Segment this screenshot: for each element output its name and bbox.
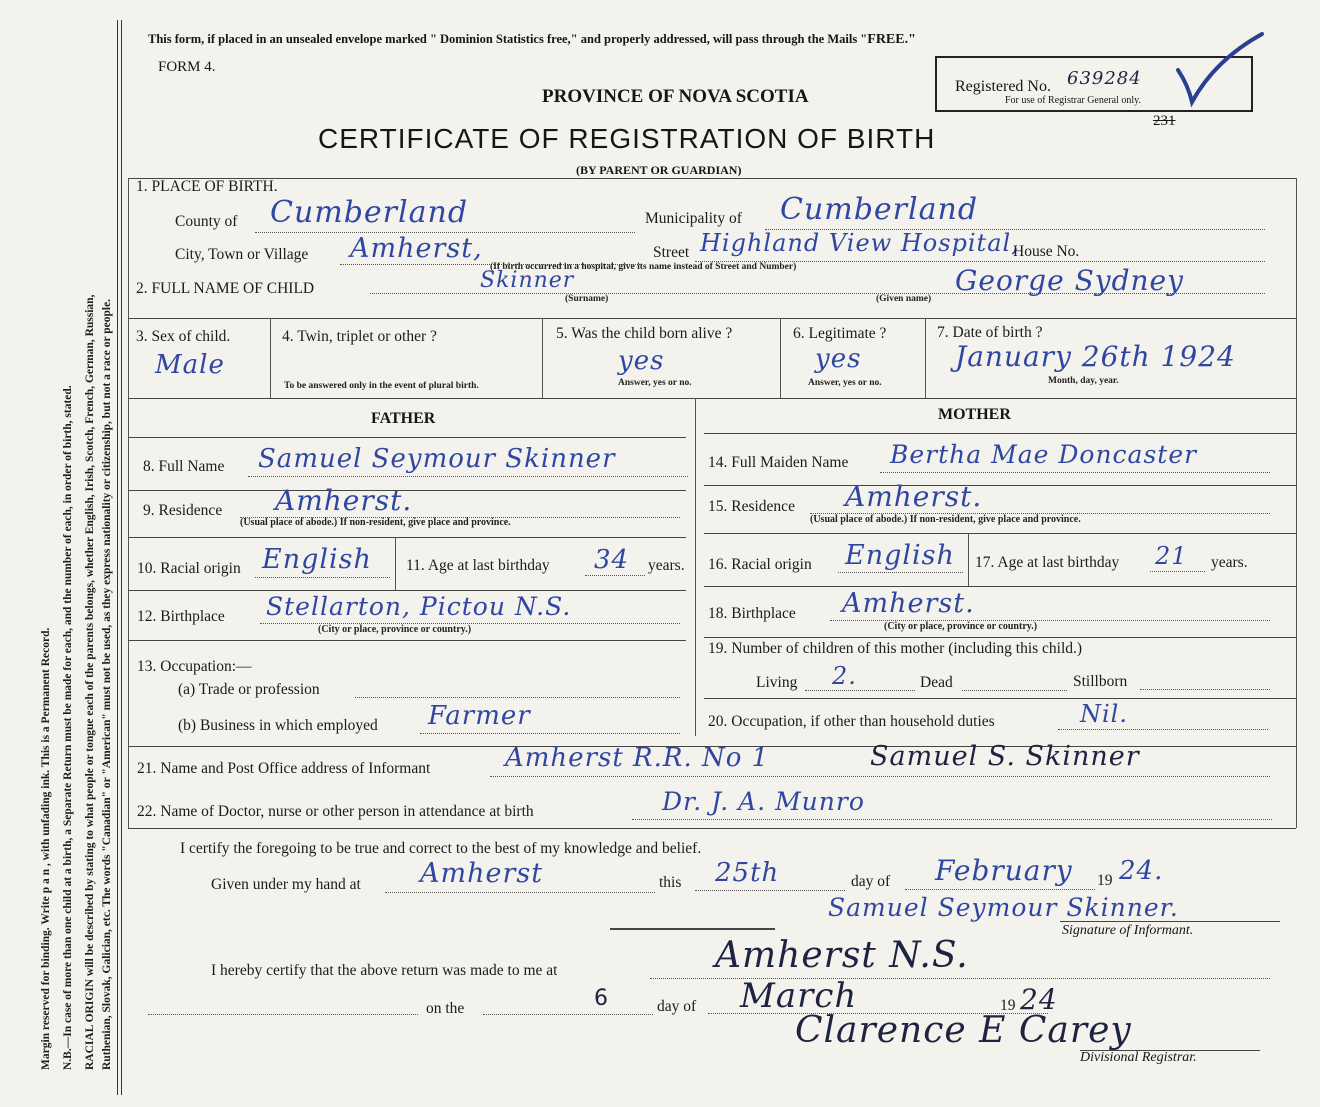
dob-note: Month, day, year. (1048, 376, 1119, 386)
business-label: (b) Business in which employed (178, 717, 378, 734)
form-number: FORM 4. (158, 59, 216, 75)
municipality-label: Municipality of (645, 210, 742, 227)
mother-racial-value: English (845, 540, 955, 571)
dob-label: 7. Date of birth ? (937, 324, 1043, 341)
mother-name-value: Bertha Mae Doncaster (890, 440, 1198, 469)
mother-birthplace-value: Amherst. (842, 588, 975, 619)
father-residence-note: (Usual place of abode.) If non-resident, give place and province. (240, 517, 511, 528)
alive-label: 5. Was the child born alive ? (556, 325, 733, 342)
house-label: House No. (1013, 243, 1080, 260)
form-frame-top (128, 178, 1296, 179)
mother-residence-value: Amherst. (845, 480, 983, 513)
registrar-day-of-label: day of (657, 998, 697, 1015)
dead-label: Dead (920, 674, 953, 691)
certify-day-of-label: day of (851, 873, 891, 890)
business-value: Farmer (428, 701, 531, 731)
given-note: (Given name) (876, 294, 932, 304)
surname-note: (Surname) (565, 294, 609, 304)
stillborn-label: Stillborn (1073, 673, 1128, 690)
city-label: City, Town or Village (175, 246, 309, 263)
margin-nb-note: N.B.—In case of more than one child at a birth, a Separate Return must be made for each, and the number of each, in order of birth, stated. (62, 385, 74, 1070)
mother-heading: MOTHER (938, 406, 1011, 423)
doctor-label: 22. Name of Doctor, nurse or other person in attendance at birth (137, 803, 534, 820)
child-given-name: George Sydney (955, 264, 1184, 297)
informant-label: 21. Name and Post Office address of Informant (137, 760, 431, 777)
registered-label: Registered No. (955, 78, 1051, 95)
father-name-label: 8. Full Name (143, 458, 225, 475)
mother-name-label: 14. Full Maiden Name (708, 454, 849, 471)
binding-line (117, 20, 118, 1095)
divisional-registrar-label: Divisional Registrar. (1080, 1050, 1197, 1065)
this-label: this (659, 874, 682, 891)
given-place-value: Amherst (420, 858, 544, 889)
alive-note: Answer, yes or no. (618, 378, 692, 388)
twin-note: To be answered only in the event of plural birth. (284, 381, 479, 391)
father-residence-value: Amherst. (275, 484, 413, 517)
father-birthplace-value: Stellarton, Pictou N.S. (266, 592, 572, 621)
children-count-label: 19. Number of children of this mother (including this child.) (708, 640, 1083, 657)
father-residence-label: 9. Residence (143, 502, 223, 519)
margin-racial-note-1: RACIAL ORIGIN will be described by stating to what people or tongue each of the parents belongs, whether English, Irish, Scotch, French, German, Russian, (84, 294, 96, 1070)
mother-years: years. (1211, 554, 1248, 571)
father-heading: FATHER (371, 410, 436, 427)
county-value: Cumberland (270, 195, 469, 230)
father-name-value: Samuel Seymour Skinner (258, 444, 616, 474)
province-title: PROVINCE OF NOVA SCOTIA (542, 86, 809, 107)
registrar-general-note: For use of Registrar General only. (1005, 95, 1141, 106)
registrar-signature: Clarence E Carey (795, 1010, 1132, 1051)
living-value: 2. (832, 662, 857, 690)
struck-number: 231 (1153, 113, 1176, 129)
alive-value: yes (618, 346, 665, 376)
mother-birthplace-note: (City or place, province or country.) (884, 621, 1038, 632)
checkmark-icon (1170, 30, 1270, 110)
certify-text: I certify the foregoing to be true and correct to the best of my knowledge and belief. (180, 840, 702, 857)
registrar-year-prefix: 19 (1000, 997, 1016, 1014)
trade-label: (a) Trade or profession (178, 681, 320, 698)
dob-value: January 26th 1924 (955, 340, 1236, 373)
registrar-month-value: March (740, 976, 858, 1016)
place-heading: 1. PLACE OF BIRTH. (136, 178, 278, 195)
child-surname: Skinner (480, 268, 575, 293)
registrar-text: I hereby certify that the above return was made to me at (211, 962, 558, 979)
certify-year-value: 24. (1119, 856, 1164, 886)
given-under-label: Given under my hand at (211, 876, 361, 893)
certificate-title: CERTIFICATE OF REGISTRATION OF BIRTH (318, 123, 936, 154)
street-label: Street (653, 244, 690, 261)
father-birthplace-note: (City or place, province or country.) (318, 624, 472, 635)
child-name-label: 2. FULL NAME OF CHILD (136, 280, 315, 297)
mother-racial-label: 16. Racial origin (708, 556, 812, 573)
certify-month-value: February (935, 854, 1073, 887)
hospital-note: (If birth occurred in a hospital, give its name instead of Street and Number) (490, 262, 797, 272)
mother-residence-note: (Usual place of abode.) If non-resident, give place and province. (810, 514, 1081, 525)
certify-year-prefix: 19 (1097, 872, 1113, 889)
mother-residence-label: 15. Residence (708, 498, 795, 515)
margin-binding-note: Margin reserved for binding. Write p a n , with unfading ink. This is a Permanent Record. (40, 627, 52, 1070)
father-racial-value: English (262, 544, 372, 575)
mother-age-label: 17. Age at last birthday (975, 554, 1120, 571)
informant-signature: Samuel Seymour Skinner. (828, 893, 1179, 922)
registered-number: 639284 (1067, 68, 1142, 89)
doctor-value: Dr. J. A. Munro (662, 787, 865, 816)
informant-signature-label: Signature of Informant. (1062, 923, 1194, 938)
on-the-label: on the (426, 1000, 465, 1017)
municipality-value: Cumberland (780, 192, 979, 227)
twin-label: 4. Twin, triplet or other ? (282, 328, 437, 345)
father-age-label: 11. Age at last birthday (406, 557, 550, 574)
father-years: years. (648, 557, 685, 574)
street-value: Highland View Hospital, (700, 229, 1020, 257)
certify-day-value: 25th (715, 858, 780, 888)
sex-label: 3. Sex of child. (136, 328, 231, 345)
margin-racial-note-2: Ruthenian, Slovak, Galician, etc. The words "Canadian" or "American" must not be used, as they express nationality or citizenship, but not a race or people. (101, 298, 113, 1070)
city-value: Amherst, (350, 233, 483, 264)
county-label: County of (175, 213, 238, 230)
certificate-subtitle: (BY PARENT OR GUARDIAN) (576, 163, 742, 177)
informant-name: Samuel S. Skinner (870, 741, 1140, 772)
living-label: Living (756, 674, 798, 691)
occupation-label: 13. Occupation:— (137, 658, 252, 675)
registrar-year-value: 24 (1020, 983, 1058, 1016)
sex-value: Male (155, 350, 225, 380)
mother-birthplace-label: 18. Birthplace (708, 605, 796, 622)
mother-occupation-value: Nil. (1080, 700, 1128, 728)
mother-occupation-label: 20. Occupation, if other than household duties (708, 713, 995, 730)
legitimate-label: 6. Legitimate ? (793, 325, 887, 342)
legitimate-note: Answer, yes or no. (808, 378, 882, 388)
mother-age-value: 21 (1155, 542, 1188, 570)
binding-line-inner (121, 20, 122, 1095)
father-age-value: 34 (594, 545, 630, 575)
father-racial-label: 10. Racial origin (137, 560, 241, 577)
father-birthplace-label: 12. Birthplace (137, 608, 225, 625)
informant-address: Amherst R.R. No 1 (505, 743, 770, 773)
registrar-day-value: 6 (594, 986, 608, 1011)
legitimate-value: yes (815, 344, 862, 374)
registrar-place-value: Amherst N.S. (715, 935, 969, 976)
mail-notice: This form, if placed in an unsealed envelope marked " Dominion Statistics free," and properly addressed, will pass through the Mails "FREE." (148, 32, 916, 47)
